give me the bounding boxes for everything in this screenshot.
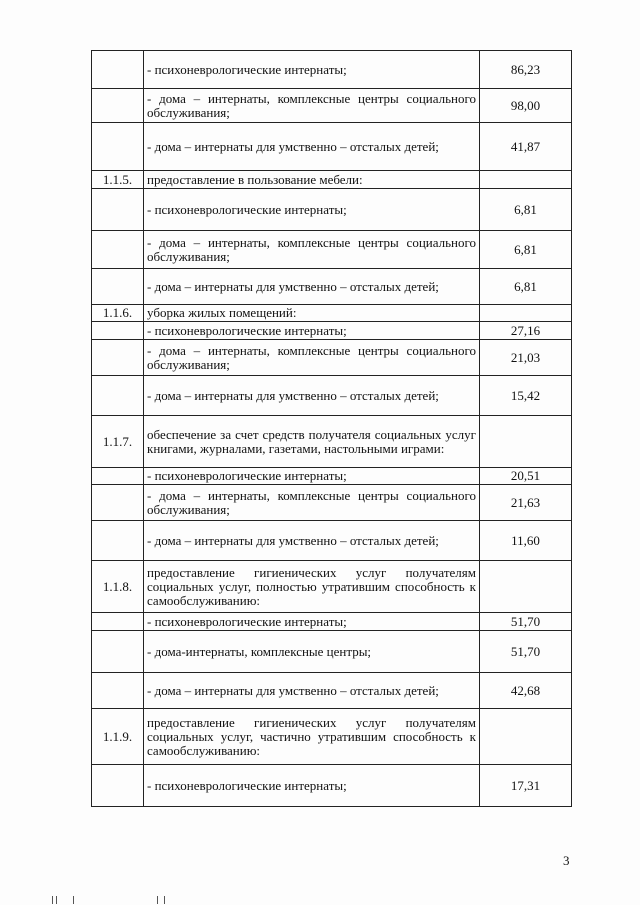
table-row <box>92 51 572 89</box>
row-number <box>92 468 144 485</box>
row-number <box>92 765 144 807</box>
row-number <box>92 673 144 709</box>
row-number: 1.1.8. <box>92 561 144 613</box>
row-number <box>92 631 144 673</box>
row-number <box>92 613 144 631</box>
row-number: 1.1.6. <box>92 305 144 322</box>
table-row <box>92 485 572 521</box>
row-number: 1.1.5. <box>92 171 144 189</box>
row-value <box>480 709 572 765</box>
row-value: 6,81 <box>480 189 572 231</box>
row-value <box>480 171 572 189</box>
row-number <box>92 189 144 231</box>
row-value: 51,70 <box>480 631 572 673</box>
scan-mark <box>164 896 165 904</box>
table-row <box>92 231 572 269</box>
row-value: 42,68 <box>480 673 572 709</box>
row-description: - психоневрологические интернаты; <box>144 765 480 807</box>
row-description: - психоневрологические интернаты; <box>144 322 480 340</box>
row-number <box>92 376 144 416</box>
row-description: - дома – интернаты для умственно – отсталых детей; <box>144 269 480 305</box>
row-description: предоставление в пользование мебели: <box>144 171 480 189</box>
scan-mark <box>56 896 57 904</box>
table-row <box>92 123 572 171</box>
row-value <box>480 416 572 468</box>
row-number: 1.1.9. <box>92 709 144 765</box>
row-description: предоставление гигиенических услуг получателям социальных услуг, частично утратившим способность к самообслуживанию: <box>144 709 480 765</box>
table-row <box>92 561 572 613</box>
services-table <box>91 50 572 807</box>
row-value: 6,81 <box>480 269 572 305</box>
row-number <box>92 231 144 269</box>
table-row <box>92 269 572 305</box>
row-number <box>92 123 144 171</box>
row-value: 27,16 <box>480 322 572 340</box>
row-description: - дома – интернаты, комплексные центры социального обслуживания; <box>144 340 480 376</box>
table-row <box>92 171 572 189</box>
table-row <box>92 416 572 468</box>
row-number <box>92 521 144 561</box>
table-row <box>92 765 572 807</box>
row-number <box>92 485 144 521</box>
scan-mark <box>52 896 53 904</box>
row-description: - дома – интернаты для умственно – отсталых детей; <box>144 123 480 171</box>
row-value: 17,31 <box>480 765 572 807</box>
table-row <box>92 322 572 340</box>
row-description: уборка жилых помещений: <box>144 305 480 322</box>
row-description: - дома – интернаты, комплексные центры социального обслуживания; <box>144 231 480 269</box>
table-row <box>92 709 572 765</box>
row-value: 21,63 <box>480 485 572 521</box>
row-value: 41,87 <box>480 123 572 171</box>
row-description: - психоневрологические интернаты; <box>144 51 480 89</box>
table-row <box>92 613 572 631</box>
row-number <box>92 322 144 340</box>
row-number <box>92 340 144 376</box>
row-value: 20,51 <box>480 468 572 485</box>
row-value: 51,70 <box>480 613 572 631</box>
table-row <box>92 631 572 673</box>
row-description: - психоневрологические интернаты; <box>144 468 480 485</box>
row-description: - дома – интернаты, комплексные центры социального обслуживания; <box>144 485 480 521</box>
table-body <box>92 51 572 807</box>
table-row <box>92 89 572 123</box>
table-row <box>92 340 572 376</box>
row-description: обеспечение за счет средств получателя социальных услуг книгами, журналами, газетами, настольными играми: <box>144 416 480 468</box>
scan-mark <box>157 896 158 904</box>
row-description: предоставление гигиенических услуг получателям социальных услуг, полностью утратившим способность к самообслуживанию: <box>144 561 480 613</box>
row-description: - психоневрологические интернаты; <box>144 613 480 631</box>
row-number <box>92 89 144 123</box>
row-description: - психоневрологические интернаты; <box>144 189 480 231</box>
row-number <box>92 51 144 89</box>
row-value: 6,81 <box>480 231 572 269</box>
row-description: - дома – интернаты для умственно – отсталых детей; <box>144 376 480 416</box>
table-row <box>92 376 572 416</box>
row-value: 86,23 <box>480 51 572 89</box>
page-number: 3 <box>563 853 570 868</box>
table-row <box>92 521 572 561</box>
row-description: - дома – интернаты, комплексные центры социального обслуживания; <box>144 89 480 123</box>
row-value: 15,42 <box>480 376 572 416</box>
scan-mark <box>73 896 74 904</box>
row-value: 21,03 <box>480 340 572 376</box>
row-description: - дома – интернаты для умственно – отсталых детей; <box>144 521 480 561</box>
row-value: 98,00 <box>480 89 572 123</box>
row-number: 1.1.7. <box>92 416 144 468</box>
row-description: - дома-интернаты, комплексные центры; <box>144 631 480 673</box>
table-row <box>92 305 572 322</box>
table-row <box>92 189 572 231</box>
row-value: 11,60 <box>480 521 572 561</box>
table-row <box>92 673 572 709</box>
row-value <box>480 561 572 613</box>
table-row <box>92 468 572 485</box>
row-description: - дома – интернаты для умственно – отсталых детей; <box>144 673 480 709</box>
row-number <box>92 269 144 305</box>
row-value <box>480 305 572 322</box>
